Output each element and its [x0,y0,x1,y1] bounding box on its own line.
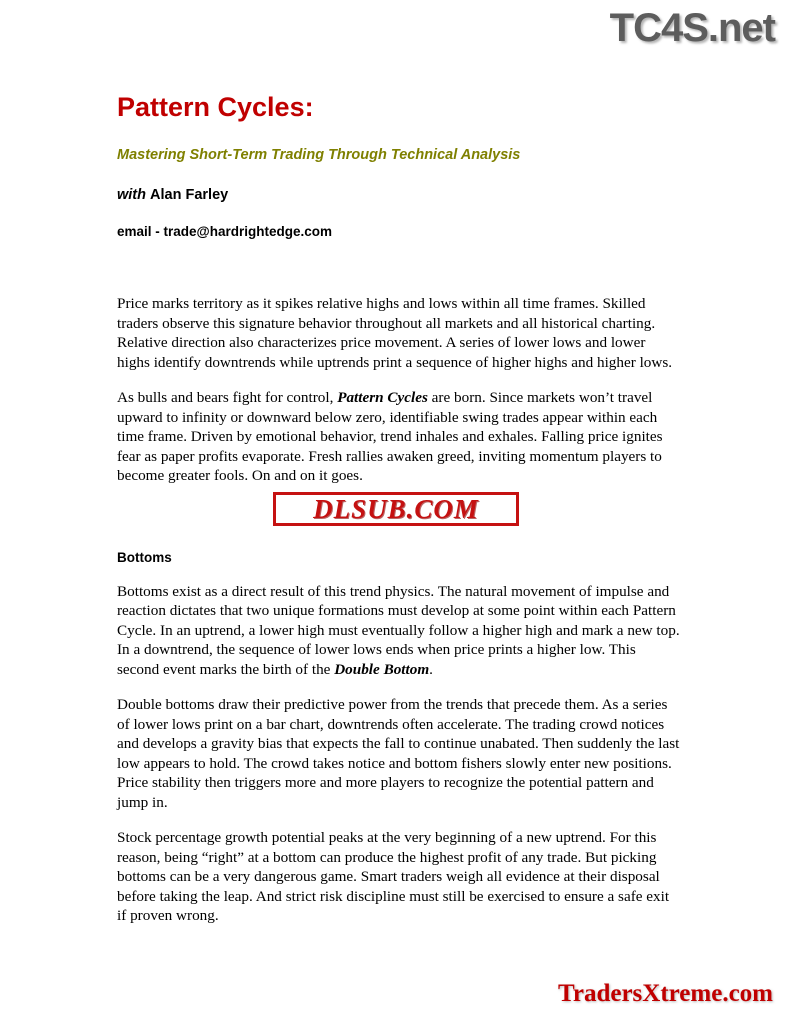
paragraph-2-text-b: are born. Since markets won’t travel upward to infinity or downward below zero, identifiable swing trades appear within each time frame. Driven by emotional behavior, trend inhales and exhales. Falling price ignites fear as paper profits evaporate. Fresh rallies awaken greed, inviting momentum players to become greater fools. On and on it goes. [117,389,663,484]
site-watermark-top: TC4S.net [609,6,775,50]
site-watermark-bottom: TradersXtreme.com [558,980,773,1007]
paragraph-3-text-a: Bottoms exist as a direct result of this trend physics. The natural movement of impulse and reaction dictates that two unique formations must develop at some point within each Pattern Cycle. In an uptrend, a lower high must eventually follow a higher high and mark a new top. In a downtrend, the sequence of lower lows ends when price prints a higher low. This second event marks the birth of the [117,582,680,678]
page-title: Pattern Cycles: [117,92,314,122]
paragraph-1: Price marks territory as it spikes relative highs and lows within all time frames. Skilled traders observe this signature behavior throughout all markets and all historical charting. Relative direction also characterizes price movement. A series of lower lows and lower highs identify downtrends while uptrends print a sequence of higher highs and higher lows. [117,295,673,371]
paragraph-3-emphasis: Double Bottom [334,660,430,678]
section-heading-bottoms: Bottoms [117,549,172,565]
author-email-line: email - trade@hardrightedge.com [117,224,332,239]
paragraph-2 [117,388,681,486]
paragraph-5: Stock percentage growth potential peaks at the very beginning of a new uptrend. For this reason, being “right” at a bottom can produce the highest profit of any trade. But picking bottoms can be a very dangerous game. Smart traders weigh all evidence at their disposal before taking the leap. And strict risk discipline must still be exercised to ensure a safe exit if proven wrong. [117,829,670,924]
byline-author-name: Alan Farley [150,187,229,203]
page-subtitle: Mastering Short-Term Trading Through Technical Analysis [117,147,521,163]
byline-with-label: with [117,187,146,203]
dlsub-stamp [273,492,519,526]
paragraph-3 [117,582,681,680]
document-body [117,294,681,942]
author-byline [117,187,228,203]
paragraph-2-text-a: As bulls and bears fight for control, [117,389,338,406]
paragraph-2-emphasis: Pattern Cycles [337,389,428,406]
paragraph-4: Double bottoms draw their predictive power from the trends that precede them. As a series of lower lows print on a bar chart, downtrends often accelerate. The trading crowd notices and develops a gravity bias that expects the fall to continue unabated. Then suddenly the last low appears to hold. The crowd takes notice and bottom fishers slowly enter new positions. Price stability then triggers more and more players to recognize the potential pattern and jump in. [117,696,680,811]
paragraph-3-text-b: . [429,660,433,678]
dlsub-stamp-text: DLSUB.COM [313,493,479,524]
